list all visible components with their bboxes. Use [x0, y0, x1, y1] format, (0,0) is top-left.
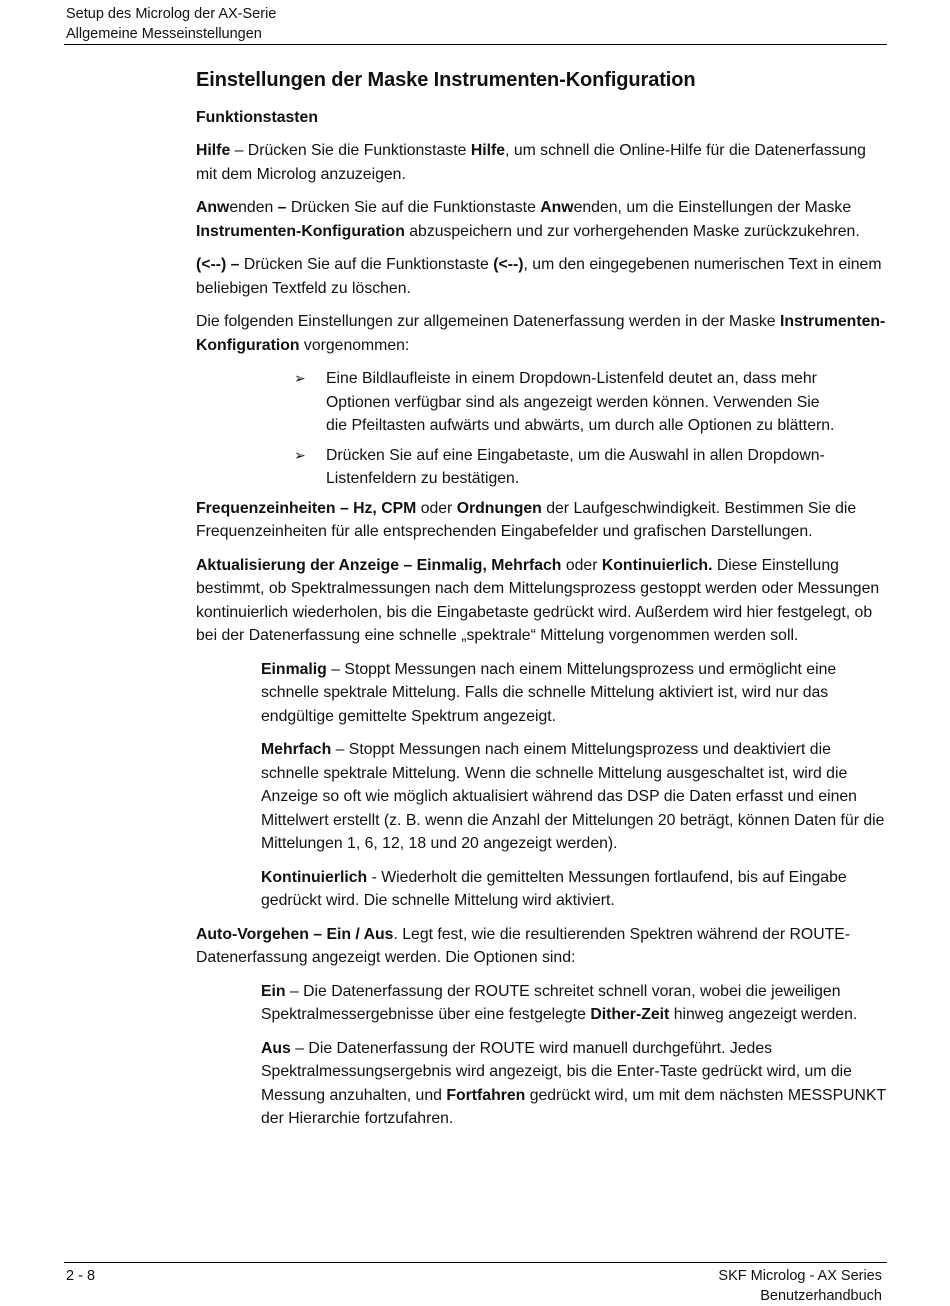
- footer-divider: [64, 1262, 887, 1263]
- paragraph-einmalig: Einmalig – Stoppt Messungen nach einem Mittelungsprozess und ermöglicht eine schnelle spektrale Mittelung. Falls die schnelle Mittelung aktiviert ist, wird nur das endgültige gemittelte Spektrum angezeigt.: [261, 660, 837, 725]
- section-title: Einstellungen der Maske Instrumenten-Konfiguration: [196, 69, 696, 91]
- footer-doc: Benutzerhandbuch: [760, 1288, 882, 1304]
- paragraph-ein: Ein – Die Datenerfassung der ROUTE schreitet schnell voran, wobei die jeweiligen Spektralmessergebnisse über eine festgelegte Dither-Zeit hinweg angezeigt werden.: [261, 982, 858, 1023]
- list-item: ➢ Eine Bildlaufleiste in einem Dropdown-Listenfeld deutet an, dass mehr Optionen verfügbar sind als angezeigt werden können. Verwenden Sie die Pfeiltasten aufwärts und abwärts, um durch alle Optionen zu blättern.: [326, 367, 841, 438]
- term-back: (<--) –: [196, 256, 240, 273]
- term-hilfe: Hilfe: [196, 142, 231, 159]
- paragraph-mehrfach: Mehrfach – Stoppt Messungen nach einem Mittelungsprozess und deaktiviert die schnelle spektrale Mittelung. Wenn die schnelle Mittelung ausgeschaltet ist, wird die Anzeige so oft wie möglich aktualisiert während das DSP die Daten erfasst und einen Mittelwert erstellt (z. B. wenn die Anzahl der Mittelungen 20 beträgt, können Daten für die Mittelungen 1, 6, 12, 18 und 20 angezeigt werden).: [261, 741, 885, 852]
- paragraph-hilfe: Hilfe – Drücken Sie die Funktionstaste Hilfe, um schnell die Online-Hilfe für die Datenerfassung mit dem Microlog anzuzeigen.: [196, 142, 866, 183]
- list-item: ➢ Drücken Sie auf eine Eingabetaste, um die Auswahl in allen Dropdown-Listenfeldern zu bestätigen.: [326, 444, 841, 491]
- header-line-2: Allgemeine Messeinstellungen: [66, 26, 262, 42]
- arrow-bullet-icon: ➢: [294, 370, 306, 386]
- running-header: [66, 4, 276, 44]
- paragraph-aus: Aus – Die Datenerfassung der ROUTE wird manuell durchgeführt. Jedes Spektralmessungsergebnis wird angezeigt, bis die Enter-Taste gedrückt wird, um die Messung anzuhalten, und Fortfahren gedrückt wird, um mit dem nächsten MESSPUNKT der Hierarchie fortzufahren.: [261, 1039, 886, 1127]
- term-anwenden: Anw: [196, 199, 230, 216]
- bullet-list: [196, 367, 886, 491]
- paragraph-frequenz: Frequenzeinheiten – Hz, CPM oder Ordnungen der Laufgeschwindigkeit. Bestimmen Sie die Frequenzeinheiten für alle entsprechenden Eingabefelder und grafischen Darstellungen.: [196, 499, 857, 540]
- subsection-title: Funktionstasten: [196, 109, 318, 126]
- page-number: 2 - 8: [66, 1268, 96, 1284]
- paragraph-kontinuierlich: Kontinuierlich - Wiederholt die gemittelten Messungen fortlaufend, bis auf Eingabe gedrückt wird. Die schnelle Mittelung wird aktiviert.: [261, 868, 847, 909]
- running-footer: [718, 1266, 882, 1306]
- header-line-1: Setup des Microlog der AX-Serie: [66, 6, 277, 22]
- header-divider: [64, 44, 887, 45]
- arrow-bullet-icon: ➢: [294, 446, 306, 463]
- paragraph-aktualisierung: Aktualisierung der Anzeige – Einmalig, Mehrfach oder Kontinuierlich. Diese Einstellung bestimmt, ob Spektralmessungen nach dem Mittelungsprozess gestoppt werden oder Messungen kontinuierlich wiederholen, bis die Eingabetaste gedrückt wird. Außerdem wird hier festgelegt, ob bei der Datenerfassung eine schnelle „spektrale“ Mittelung vorgenommen werden soll.: [196, 556, 880, 644]
- paragraph-intro: Die folgenden Einstellungen zur allgemeinen Datenerfassung werden in der Maske Instrumenten-Konfiguration vorgenommen:: [196, 313, 886, 354]
- page-body: [196, 66, 886, 1141]
- footer-product: SKF Microlog - AX Series: [718, 1268, 882, 1284]
- paragraph-back: (<--) – Drücken Sie auf die Funktionstaste (<--), um den eingegebenen numerischen Text in einem beliebigen Textfeld zu löschen.: [196, 256, 882, 297]
- paragraph-anwenden: Anwenden – Drücken Sie auf die Funktionstaste Anwenden, um die Einstellungen der Maske Instrumenten-Konfiguration abzuspeichern und zur vorhergehenden Maske zurückzukehren.: [196, 199, 860, 240]
- paragraph-auto-vorgehen: Auto-Vorgehen – Ein / Aus. Legt fest, wie die resultierenden Spektren während der ROUTE-Datenerfassung angezeigt werden. Die Optionen sind:: [196, 925, 851, 966]
